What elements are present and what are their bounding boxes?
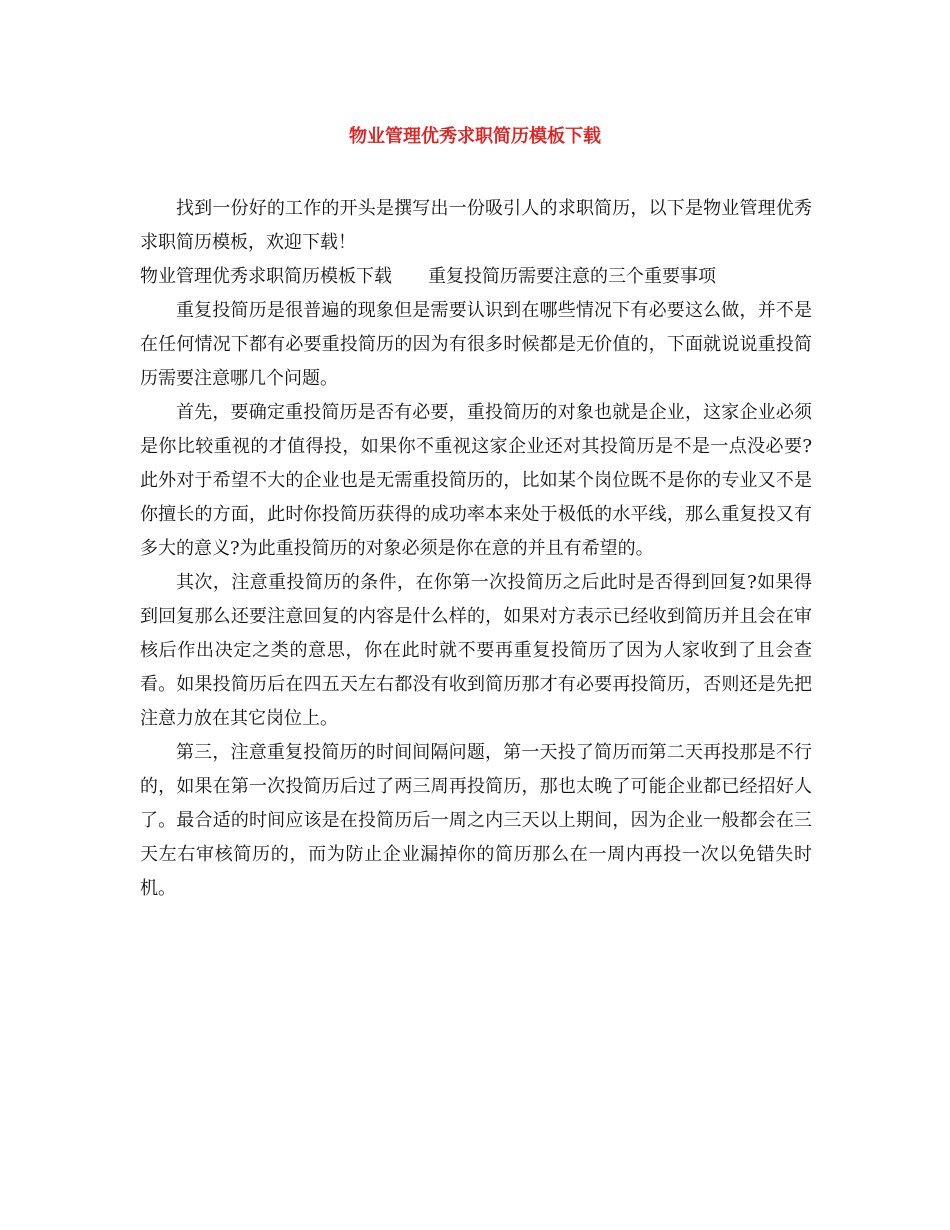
document-title: 物业管理优秀求职简历模板下载 — [349, 126, 601, 147]
body-paragraph-2: 首先，要确定重投简历是否有必要，重投简历的对象也就是企业，这家企业必须是你比较重视的才值得投，如果你不重视这家企业还对其投简历是不是一点没必要?此外对于希望不大的企业也是无需重投简历的，比如某个岗位既不是你的专业又不是你擅长的方面，此时你投简历获得的成功率本来处于极低的水平线，那么重复投又有多大的意义?为此重投简历的对象必须是你在意的并且有希望的。 — [140, 402, 812, 559]
subheading-right: 重复投简历需要注意的三个重要事项 — [428, 266, 716, 287]
intro-paragraph: 找到一份好的工作的开头是撰写出一份吸引人的求职简历，以下是物业管理优秀求职简历模板，欢迎下载！ — [140, 198, 812, 253]
body-paragraph-4: 第三，注意重复投简历的时间间隔问题，第一天投了简历而第二天再投那是不行的，如果在第一次投简历后过了两三周再投简历，那也太晚了可能企业都已经招好人了。最合适的时间应该是在投简历后一周之内三天以上期间，因为企业一般都会在三天左右审核简历的，而为防止企业漏掉你的简历那么在一周内再投一次以免错失时机。 — [140, 742, 812, 899]
subheading-left: 物业管理优秀求职简历模板下载 — [140, 266, 392, 287]
body-paragraph-3: 其次，注意重投简历的条件，在你第一次投简历之后此时是否得到回复?如果得到回复那么还要注意回复的内容是什么样的，如果对方表示已经收到简历并且会在审核后作出决定之类的意思，你在此时就不要再重复投简历了因为人家收到了且会查看。如果投简历后在四五天左右都没有收到简历那才有必要再投简历，否则还是先把注意力放在其它岗位上。 — [140, 572, 812, 729]
body-paragraph-1: 重复投简历是很普遍的现象但是需要认识到在哪些情况下有必要这么做，并不是在任何情况下都有必要重投简历的因为有很多时候都是无价值的，下面就说说重投简历需要注意哪几个问题。 — [140, 300, 812, 389]
subheading-line — [140, 260, 812, 294]
document-body — [140, 192, 812, 906]
